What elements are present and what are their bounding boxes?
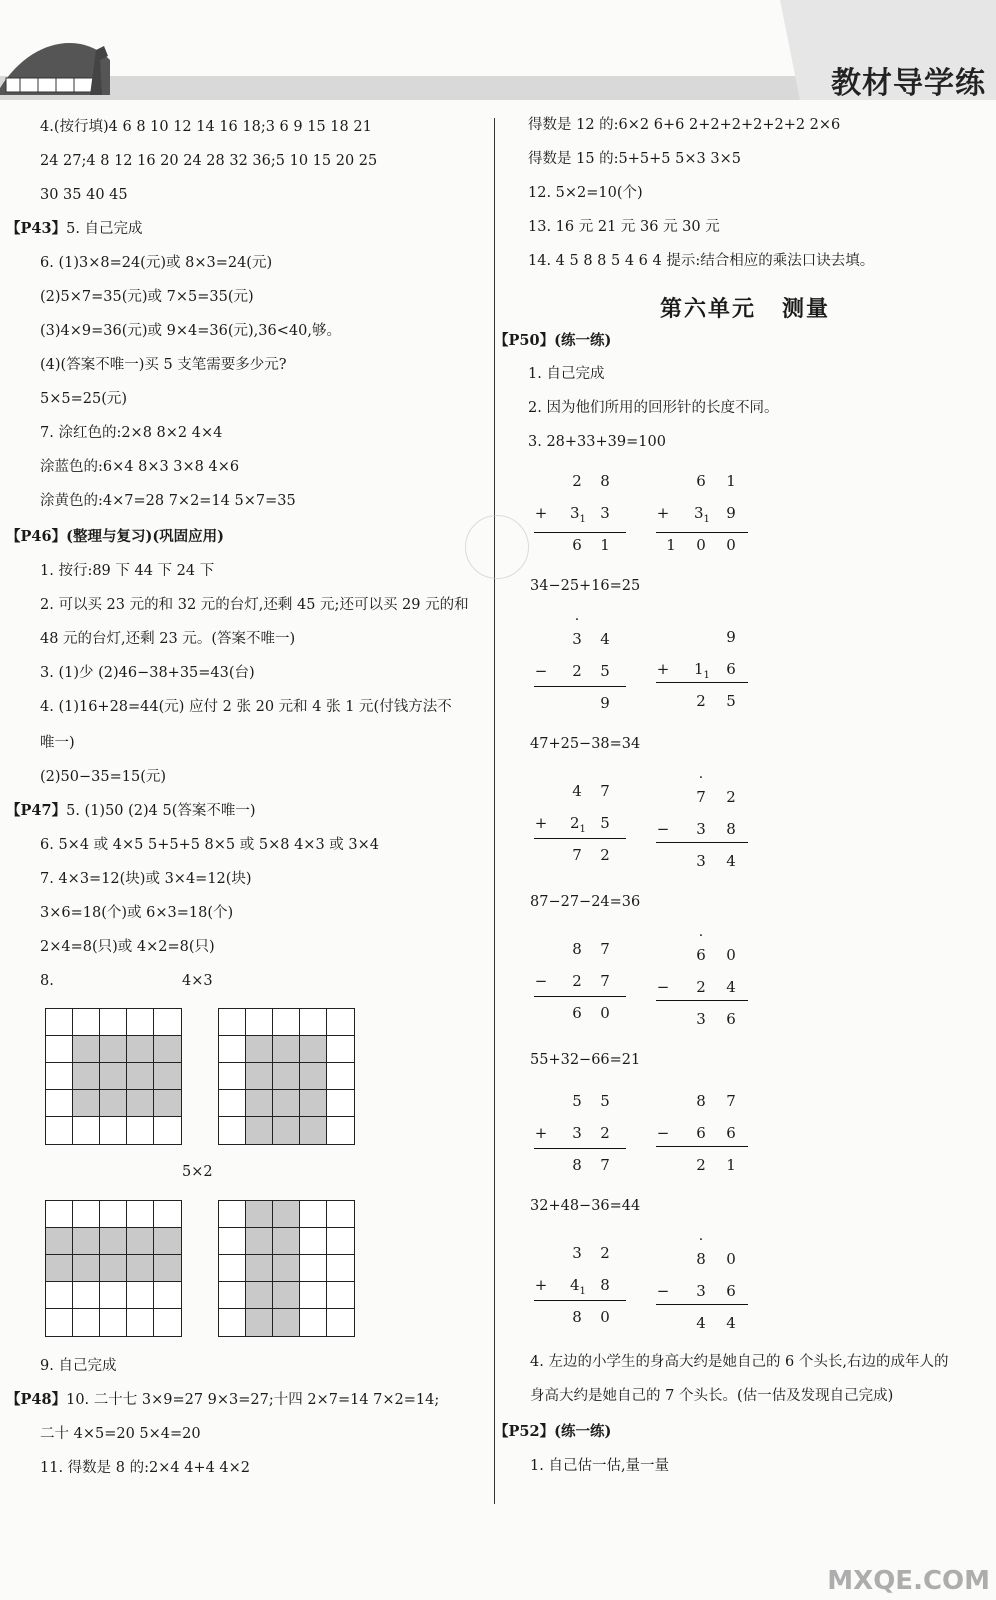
grid-cell (300, 1090, 327, 1117)
grid-cell (300, 1255, 327, 1282)
left-line-1: 4.(按行填)4 6 8 10 12 14 16 18;3 6 9 15 18 21 (40, 119, 372, 135)
grid-cell (73, 1201, 100, 1228)
left-line-24: 3×6=18(个)或 6×3=18(个) (40, 905, 234, 921)
left-line-21-text: 5. (1)50 (2)4 5(答案不唯一) (66, 803, 256, 819)
page-ref: 【P43】 (6, 220, 67, 237)
grid-5x2-b (218, 1200, 355, 1337)
grid-cell (300, 1036, 327, 1063)
right-line-5: 14. 4 5 8 8 5 4 6 4 提示:结合相应的乘法口诀去填。 (528, 253, 875, 269)
grid-cell (219, 1228, 246, 1255)
grid-cell (154, 1255, 181, 1282)
page-ref: 【P46】 (6, 528, 67, 545)
grid-cell (73, 1009, 100, 1036)
vertical-calc-12: · 8 0 − 3 6 4 4 (656, 1246, 748, 1342)
grid-cell (100, 1117, 127, 1144)
grid-cell (273, 1036, 300, 1063)
left-line-14: 1. 按行:89 下 44 下 24 下 (40, 563, 215, 579)
grid-cell (73, 1090, 100, 1117)
grid-cell (46, 1228, 73, 1255)
grid-cell (127, 1309, 154, 1336)
left-line-6: (2)5×7=35(元)或 7×5=35(元) (40, 289, 254, 305)
grid-cell (46, 1117, 73, 1144)
grid-cell (246, 1255, 273, 1282)
grid-cell (154, 1282, 181, 1309)
right-line-13: 1. 自己估一估,量一量 (530, 1458, 670, 1474)
right-line-6-text: (练一练) (554, 332, 612, 349)
grid-cell (273, 1282, 300, 1309)
grid-5x2-a (45, 1200, 182, 1337)
grid-cell (246, 1282, 273, 1309)
equation-2: 47+25−38=34 (530, 736, 641, 752)
grid-cell (73, 1255, 100, 1282)
left-line-20: (2)50−35=15(元) (40, 769, 167, 785)
grid-cell (46, 1201, 73, 1228)
grid-cell (46, 1090, 73, 1117)
grid-cell (273, 1228, 300, 1255)
grid-cell (327, 1090, 354, 1117)
equation-1: 34−25+16=25 (530, 578, 641, 594)
left-line-26: 8. (40, 973, 54, 989)
left-line-21 (6, 801, 256, 821)
grid-cell (300, 1201, 327, 1228)
grid-cell (273, 1117, 300, 1144)
right-line-6 (494, 331, 611, 351)
grid-cell (100, 1309, 127, 1336)
vertical-calc-6: · 7 2 − 3 8 3 4 (656, 784, 748, 880)
left-line-13 (6, 527, 224, 547)
grid-cell (127, 1036, 154, 1063)
grid-cell (73, 1282, 100, 1309)
left-line-2: 24 27;4 8 12 16 20 24 28 32 36;5 10 15 20 25 (40, 153, 378, 169)
vertical-calc-7: 8 7 − 2 7 6 0 (534, 936, 626, 1032)
grid-cell (46, 1309, 73, 1336)
grid-cell (246, 1009, 273, 1036)
grid-cell (100, 1228, 127, 1255)
right-line-12-text: (练一练) (554, 1423, 612, 1440)
grid-cell (327, 1309, 354, 1336)
grid-label-2: 5×2 (182, 1164, 213, 1180)
grid-cell (73, 1228, 100, 1255)
grid-cell (100, 1063, 127, 1090)
left-line-4-text: 5. 自己完成 (66, 221, 143, 237)
grid-cell (300, 1117, 327, 1144)
grid-cell (273, 1201, 300, 1228)
left-line-4 (6, 219, 143, 239)
grid-cell (327, 1063, 354, 1090)
page-header (0, 0, 996, 100)
left-line-5: 6. (1)3×8=24(元)或 8×3=24(元) (40, 255, 273, 271)
grid-cell (273, 1063, 300, 1090)
left-line-17: 3. (1)少 (2)46−38+35=43(台) (40, 665, 255, 681)
left-line-16: 48 元的台灯,还剩 23 元。(答案不唯一) (40, 631, 296, 647)
grid-cell (100, 1009, 127, 1036)
vertical-calc-1: 2 8 + $3_1$ 3 6 1 (534, 468, 626, 564)
left-line-27: 9. 自己完成 (40, 1358, 117, 1374)
left-line-10: 7. 涂红色的:2×8 8×2 4×4 (40, 425, 223, 441)
vertical-calc-8: · 6 0 − 2 4 3 6 (656, 942, 748, 1038)
grid-cell (300, 1309, 327, 1336)
grid-cell (154, 1309, 181, 1336)
right-line-2: 得数是 15 的:5+5+5 5×3 3×5 (528, 151, 741, 167)
grid-cell (327, 1117, 354, 1144)
left-line-22: 6. 5×4 或 4×5 5+5+5 8×5 或 5×8 4×3 或 3×4 (40, 837, 380, 853)
page-ref: 【P50】 (494, 332, 555, 349)
grid-cell (219, 1255, 246, 1282)
left-line-15: 2. 可以买 23 元的和 32 元的台灯,还剩 45 元;还可以买 29 元的和 (40, 597, 469, 613)
column-divider (494, 118, 495, 1504)
page-ref: 【P52】 (494, 1423, 555, 1440)
grid-cell (100, 1036, 127, 1063)
vertical-calc-3: · 3 4 − 2 5 9 (534, 626, 626, 722)
grid-cell (273, 1255, 300, 1282)
grid-cell (154, 1201, 181, 1228)
section-title: 测量 (782, 296, 831, 322)
left-line-28-text: 10. 二十七 3×9=27 9×3=27;十四 2×7=14 7×2=14; (66, 1392, 440, 1408)
section-heading (660, 292, 830, 323)
grid-cell (327, 1009, 354, 1036)
grid-4x3-b (218, 1008, 355, 1145)
grid-cell (300, 1282, 327, 1309)
vertical-calc-10: 8 7 − 6 6 2 1 (656, 1088, 748, 1184)
grid-4x3-a (45, 1008, 182, 1145)
grid-cell (100, 1201, 127, 1228)
left-line-28 (6, 1390, 439, 1410)
left-line-29: 二十 4×5=20 5×4=20 (40, 1426, 201, 1442)
grid-cell (327, 1255, 354, 1282)
grid-cell (127, 1255, 154, 1282)
grid-cell (127, 1009, 154, 1036)
grid-cell (300, 1228, 327, 1255)
grid-cell (100, 1090, 127, 1117)
equation-5: 32+48−36=44 (530, 1198, 641, 1214)
right-line-7: 1. 自己完成 (528, 366, 605, 382)
left-line-12: 涂黄色的:4×7=28 7×2=14 5×7=35 (40, 493, 296, 509)
grid-cell (327, 1228, 354, 1255)
left-line-8: (4)(答案不唯一)买 5 支笔需要多少元? (40, 357, 287, 373)
grid-cell (273, 1309, 300, 1336)
grid-cell (327, 1201, 354, 1228)
grid-cell (46, 1063, 73, 1090)
grid-cell (246, 1063, 273, 1090)
left-line-30: 11. 得数是 8 的:2×4 4+4 4×2 (40, 1460, 251, 1476)
grid-cell (46, 1036, 73, 1063)
left-line-18: 4. (1)16+28=44(元) 应付 2 张 20 元和 4 张 1 元(付钱方法不 (40, 699, 452, 715)
grid-cell (154, 1117, 181, 1144)
grid-cell (127, 1063, 154, 1090)
grid-cell (246, 1090, 273, 1117)
grid-cell (127, 1090, 154, 1117)
grid-cell (246, 1117, 273, 1144)
grid-cell (300, 1063, 327, 1090)
grid-cell (100, 1282, 127, 1309)
left-line-19: 唯一) (40, 735, 75, 751)
grid-cell (219, 1009, 246, 1036)
brand-title: 教材导学练 (831, 66, 986, 101)
vertical-calc-5: 4 7 + $2_1$ 5 7 2 (534, 778, 626, 874)
grid-cell (273, 1009, 300, 1036)
grid-cell (219, 1201, 246, 1228)
grid-cell (246, 1309, 273, 1336)
equation-3: 87−27−24=36 (530, 894, 641, 910)
grid-cell (154, 1063, 181, 1090)
right-line-8: 2. 因为他们所用的回形针的长度不同。 (528, 400, 779, 416)
left-line-13-text: (整理与复习)(巩固应用) (66, 528, 225, 545)
right-line-10: 4. 左边的小学生的身高大约是她自己的 6 个头长,右边的成年人的 (530, 1354, 949, 1370)
grid-cell (246, 1036, 273, 1063)
grid-cell (246, 1201, 273, 1228)
left-line-7: (3)4×9=36(元)或 9×4=36(元),36<40,够。 (40, 323, 341, 339)
left-line-3: 30 35 40 45 (40, 187, 128, 203)
grid-cell (273, 1090, 300, 1117)
vertical-calc-9: 5 5 + 3 2 8 7 (534, 1088, 626, 1184)
left-line-11: 涂蓝色的:6×4 8×3 3×8 4×6 (40, 459, 240, 475)
grid-cell (46, 1009, 73, 1036)
right-line-9: 3. 28+33+39=100 (528, 434, 666, 450)
grid-cell (73, 1063, 100, 1090)
grid-cell (127, 1228, 154, 1255)
vertical-calc-2: 6 1 + $3_1$ 9 1 0 0 (656, 468, 748, 564)
right-line-3: 12. 5×2=10(个) (528, 185, 643, 201)
right-line-11: 身高大约是她自己的 7 个头长。(估一估及发现自己完成) (530, 1388, 894, 1404)
right-line-4: 13. 16 元 21 元 36 元 30 元 (528, 219, 720, 235)
grid-cell (127, 1117, 154, 1144)
grid-cell (73, 1309, 100, 1336)
vertical-calc-4: 9 + $1_1$ 6 2 5 (656, 624, 748, 720)
left-line-9: 5×5=25(元) (40, 391, 128, 407)
page-ref: 【P47】 (6, 802, 67, 819)
grid-cell (154, 1228, 181, 1255)
right-line-12 (494, 1422, 611, 1442)
grid-cell (127, 1201, 154, 1228)
grid-cell (46, 1282, 73, 1309)
grid-cell (246, 1228, 273, 1255)
grid-cell (300, 1009, 327, 1036)
grid-cell (154, 1009, 181, 1036)
grid-cell (327, 1282, 354, 1309)
grid-cell (219, 1063, 246, 1090)
grid-cell (154, 1036, 181, 1063)
equation-4: 55+32−66=21 (530, 1052, 641, 1068)
grid-cell (219, 1090, 246, 1117)
grid-label-1: 4×3 (182, 973, 213, 989)
grid-cell (100, 1255, 127, 1282)
left-line-25: 2×4=8(只)或 4×2=8(只) (40, 939, 215, 955)
grid-cell (219, 1117, 246, 1144)
vertical-calc-11: 3 2 + $4_1$ 8 8 0 (534, 1240, 626, 1336)
stamp-mark (465, 515, 529, 579)
page-ref: 【P48】 (6, 1391, 67, 1408)
grid-cell (219, 1309, 246, 1336)
left-line-23: 7. 4×3=12(块)或 3×4=12(块) (40, 871, 252, 887)
grid-cell (219, 1282, 246, 1309)
grid-cell (73, 1117, 100, 1144)
grid-cell (327, 1036, 354, 1063)
grid-cell (46, 1255, 73, 1282)
grid-cell (154, 1090, 181, 1117)
grid-cell (219, 1036, 246, 1063)
section-unit: 第六单元 (660, 296, 757, 322)
right-line-1: 得数是 12 的:6×2 6+6 2+2+2+2+2+2 2×6 (528, 117, 841, 133)
grid-cell (73, 1036, 100, 1063)
watermark-text: MXQE.COM (827, 1566, 990, 1596)
grid-cell (127, 1282, 154, 1309)
